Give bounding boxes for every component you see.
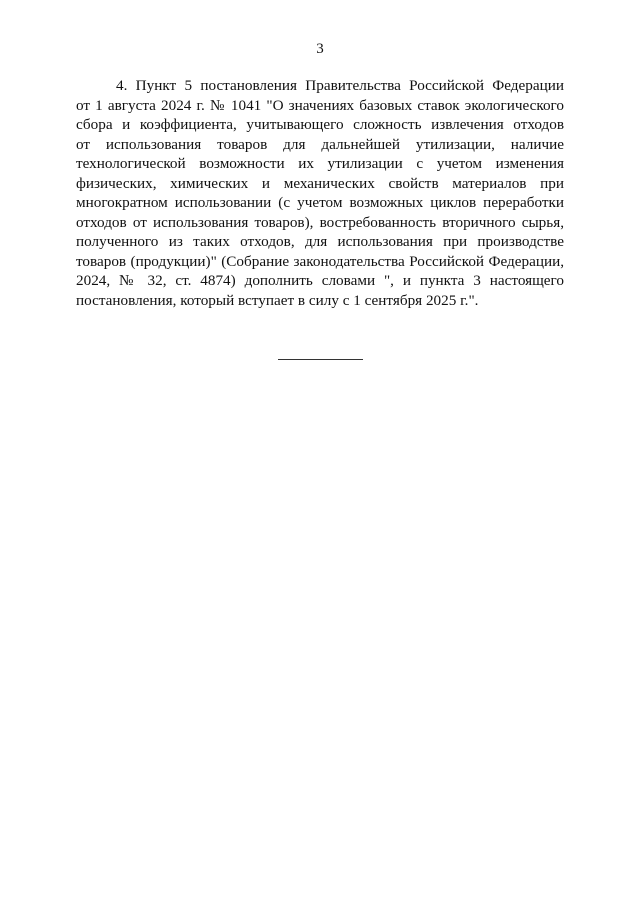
- paragraph-line: от 1 августа 2024 г. № 1041 "О значениях базовых ставок экологического: [76, 96, 564, 114]
- paragraph-line: товаров (продукции)" (Собрание законодательства Российской Федерации,: [76, 252, 564, 270]
- paragraph-line: от использования товаров для дальнейшей утилизации, наличие: [76, 135, 564, 153]
- paragraph-line: постановления, который вступает в силу с 1 сентября 2025 г.".: [76, 291, 479, 309]
- paragraph-line: отходов от использования товаров), востребованность вторичного сырья,: [76, 213, 564, 231]
- end-divider-line: [278, 359, 363, 360]
- document-paragraph: [76, 76, 564, 310]
- page-number: 3: [316, 41, 324, 57]
- paragraph-line: сбора и коэффициента, учитывающего сложность извлечения отходов: [76, 116, 564, 133]
- paragraph-line: физических, химических и механических свойств материалов при: [76, 174, 564, 192]
- paragraph-line: 4. Пункт 5 постановления Правительства Российской Федерации: [116, 77, 564, 94]
- paragraph-line: многократном использовании (с учетом возможных циклов переработки: [76, 194, 564, 211]
- paragraph-line: 2024, № 32, ст. 4874) дополнить словами ", и пункта 3 настоящего: [76, 272, 564, 289]
- paragraph-line: технологической возможности их утилизации с учетом изменения: [76, 155, 564, 172]
- paragraph-line: полученного из таких отходов, для использования при производстве: [76, 233, 564, 250]
